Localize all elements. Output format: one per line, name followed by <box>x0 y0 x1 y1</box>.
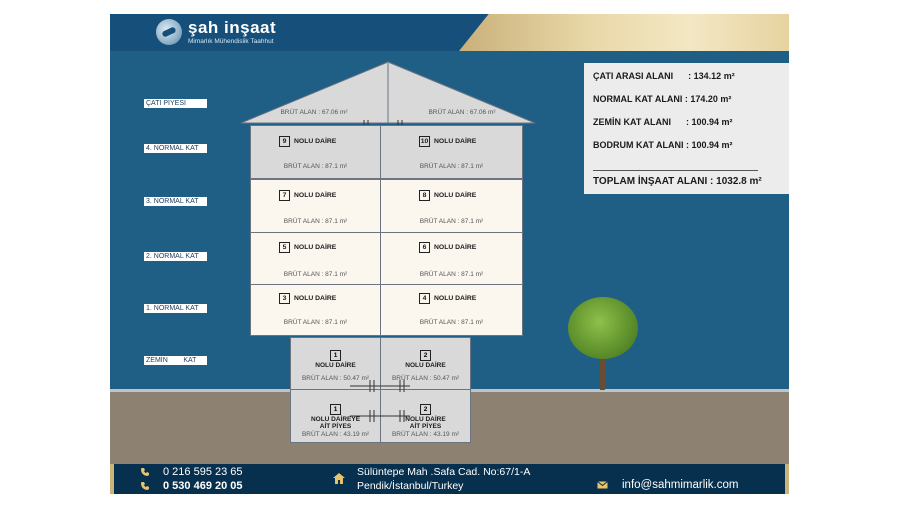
daire-9-label <box>279 136 336 147</box>
floor-label-2: 2. NORMAL KAT <box>144 252 207 261</box>
daire-7-label <box>279 190 336 201</box>
daire-3 <box>250 284 381 336</box>
tree-icon <box>568 297 638 359</box>
daire-4 <box>380 284 523 336</box>
summary-divider <box>593 170 758 171</box>
home-icon <box>333 473 345 484</box>
daire-9-number: 9 <box>279 136 290 147</box>
daire-10 <box>380 125 523 179</box>
daire-3-label <box>279 293 336 304</box>
brochure-panel <box>110 14 789 494</box>
bodrum-2-area: BRÜT ALAN : 43.19 m² <box>391 431 460 438</box>
zemin-1-text: NOLU DAİRE <box>315 362 356 369</box>
header-gold-band <box>459 14 789 51</box>
bodrum-2-text: NOLU DAİRE <box>405 416 446 423</box>
bodrum-2-number: 2 <box>420 404 431 415</box>
daire-3-number: 3 <box>279 293 290 304</box>
daire-8-text: NOLU DAİRE <box>434 192 477 199</box>
bodrum-1-text: NOLU DAİREYE <box>310 416 361 423</box>
daire-8-number: 8 <box>419 190 430 201</box>
daire-9-area: BRÜT ALAN : 87.1 m² <box>283 163 348 170</box>
daire-6-area: BRÜT ALAN : 87.1 m² <box>419 271 484 278</box>
contact-footer <box>110 464 789 494</box>
zemin-kat-area: ZEMİN KAT ALANI : 100.94 m² <box>593 117 733 127</box>
daire-9 <box>250 125 381 179</box>
zemin-2-area: BRÜT ALAN : 50.47 m² <box>391 375 460 382</box>
bodrum-kat-area: BODRUM KAT ALANI : 100.94 m² <box>593 140 733 150</box>
daire-7-area: BRÜT ALAN : 87.1 m² <box>283 218 348 225</box>
zemin-2-text: NOLU DAİRE <box>405 362 446 369</box>
bodrum-1-number: 1 <box>330 404 341 415</box>
bodrum-partition-marks <box>340 409 420 423</box>
daire-4-number: 4 <box>419 293 430 304</box>
mail-icon <box>597 481 608 489</box>
phone-icon <box>140 467 150 477</box>
daire-10-label <box>419 136 476 147</box>
daire-6 <box>380 232 523 285</box>
zemin-1-area: BRÜT ALAN : 50.47 m² <box>301 375 370 382</box>
floor-label-1: 1. NORMAL KAT <box>144 304 207 313</box>
zemin-partition-marks <box>340 379 420 393</box>
toplam-insaat-area: TOPLAM İNŞAAT ALANI : 1032.8 m² <box>593 176 762 187</box>
mobile-phone-icon <box>140 481 150 491</box>
roof-left-area: BRÜT ALAN : 67.06 m² <box>280 109 348 116</box>
floor-label-cati: ÇATI PİYESİ <box>144 99 207 108</box>
footer-gold-edge-left <box>110 464 114 494</box>
daire-7-text: NOLU DAİRE <box>294 192 337 199</box>
cati-arasi-area: ÇATI ARASI ALANI : 134.12 m² <box>593 71 735 81</box>
daire-10-area: BRÜT ALAN : 87.1 m² <box>419 163 484 170</box>
roof-right-area: BRÜT ALAN : 67.06 m² <box>428 109 496 116</box>
brand-tagline: Mimarlık Mühendislik Taahhut <box>188 38 274 45</box>
area-summary-box <box>584 63 789 194</box>
daire-5 <box>250 232 381 285</box>
daire-4-label <box>419 293 476 304</box>
logo-emblem-icon <box>156 19 182 45</box>
daire-8 <box>380 179 523 233</box>
zemin-2-label <box>381 344 470 369</box>
daire-4-area: BRÜT ALAN : 87.1 m² <box>419 319 484 326</box>
zemin-2-number: 2 <box>420 350 431 361</box>
address-line-1: Sülüntepe Mah .Safa Cad. No:67/1-A <box>357 466 531 478</box>
bodrum-1-area: BRÜT ALAN : 43.19 m² <box>301 431 370 438</box>
brand-name: şah inşaat <box>188 18 277 37</box>
daire-5-number: 5 <box>279 242 290 253</box>
daire-7-number: 7 <box>279 190 290 201</box>
phone-number-2: 0 530 469 20 05 <box>163 480 243 492</box>
daire-8-area: BRÜT ALAN : 87.1 m² <box>419 218 484 225</box>
daire-9-text: NOLU DAİRE <box>294 138 337 145</box>
daire-5-label <box>279 242 336 253</box>
daire-5-area: BRÜT ALAN : 87.1 m² <box>283 271 348 278</box>
daire-6-label <box>419 242 476 253</box>
footer-gold-edge-right <box>785 464 789 494</box>
bodrum-2-subtext: AİT PİYES <box>409 423 442 430</box>
daire-8-label <box>419 190 476 201</box>
email-link[interactable]: info@sahmimarlik.com <box>622 479 739 491</box>
floor-label-4: 4. NORMAL KAT <box>144 144 207 153</box>
daire-3-area: BRÜT ALAN : 87.1 m² <box>283 319 348 326</box>
daire-6-text: NOLU DAİRE <box>434 244 477 251</box>
floor-label-3: 3. NORMAL KAT <box>144 197 207 206</box>
phone-number-1: 0 216 595 23 65 <box>163 466 243 478</box>
daire-6-number: 6 <box>419 242 430 253</box>
daire-3-text: NOLU DAİRE <box>294 295 337 302</box>
normal-kat-area: NORMAL KAT ALANI : 174.20 m² <box>593 94 732 104</box>
daire-4-text: NOLU DAİRE <box>434 295 477 302</box>
address-line-2: Pendik/İstanbul/Turkey <box>357 480 464 492</box>
daire-7 <box>250 179 381 233</box>
daire-5-text: NOLU DAİRE <box>294 244 337 251</box>
zemin-1-number: 1 <box>330 350 341 361</box>
zemin-1-label <box>291 344 380 369</box>
daire-10-number: 10 <box>420 138 429 145</box>
daire-10-text: NOLU DAİRE <box>434 138 477 145</box>
bodrum-1-subtext: AİT PİYES <box>319 423 352 430</box>
floor-label-zemin: ZEMİN KAT <box>144 356 207 365</box>
